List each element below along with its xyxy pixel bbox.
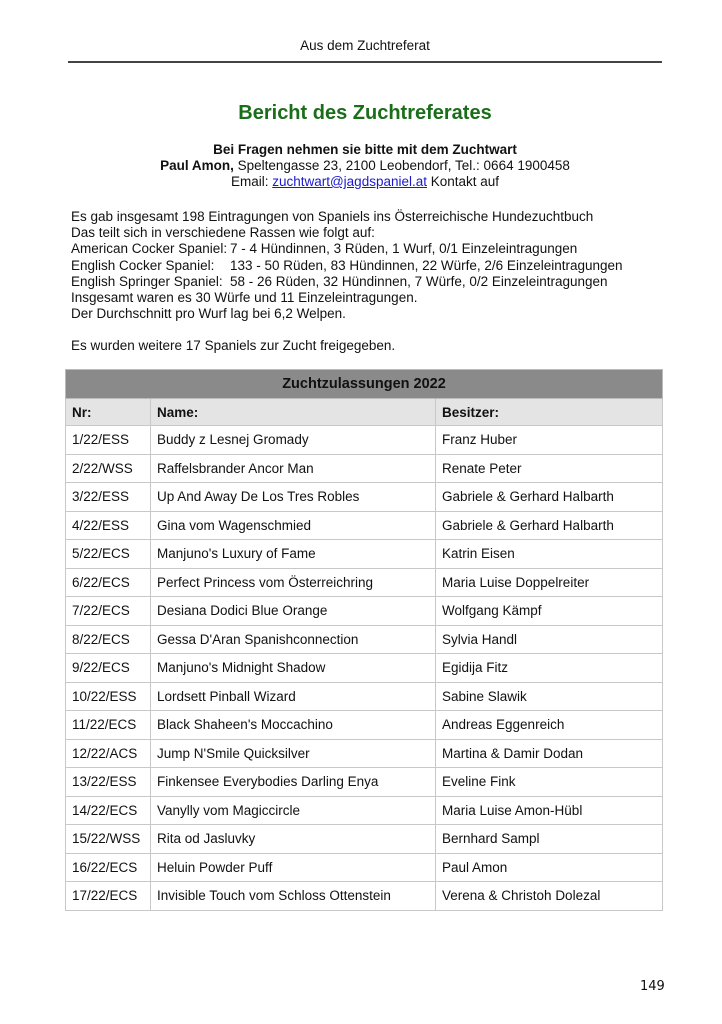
cell-nr: 6/22/ECS	[66, 568, 151, 597]
cell-nr: 4/22/ESS	[66, 511, 151, 540]
table-row	[66, 426, 663, 455]
table-row	[66, 540, 663, 569]
cell-owner: Bernhard Sampl	[436, 825, 663, 854]
cell-nr: 1/22/ESS	[66, 426, 151, 455]
cell-name: Rita od Jasluvky	[151, 825, 436, 854]
cell-nr: 16/22/ECS	[66, 853, 151, 882]
cell-owner: Paul Amon	[436, 853, 663, 882]
cell-nr: 17/22/ECS	[66, 882, 151, 911]
cell-name: Up And Away De Los Tres Robles	[151, 483, 436, 512]
cell-owner: Maria Luise Amon-Hübl	[436, 796, 663, 825]
cell-nr: 2/22/WSS	[66, 454, 151, 483]
contact-email-line	[68, 174, 662, 190]
cell-nr: 10/22/ESS	[66, 682, 151, 711]
contact-block	[68, 142, 662, 190]
cell-owner: Martina & Damir Dodan	[436, 739, 663, 768]
cell-name: Vanylly vom Magiccircle	[151, 796, 436, 825]
breed-value: 133 - 50 Rüden, 83 Hündinnen, 22 Würfe, 2/6 Einzeleintragungen	[230, 257, 623, 273]
table-caption: Zuchtzulassungen 2022	[66, 370, 663, 399]
table-row	[66, 597, 663, 626]
table-row	[66, 568, 663, 597]
cell-nr: 15/22/WSS	[66, 825, 151, 854]
cell-name: Perfect Princess vom Österreichring	[151, 568, 436, 597]
cell-name: Buddy z Lesnej Gromady	[151, 426, 436, 455]
cell-name: Finkensee Everybodies Darling Enya	[151, 768, 436, 797]
page-header: Aus dem Zuchtreferat	[300, 38, 430, 53]
cell-nr: 7/22/ECS	[66, 597, 151, 626]
cell-nr: 9/22/ECS	[66, 654, 151, 683]
cell-name: Heluin Powder Puff	[151, 853, 436, 882]
table-row	[66, 796, 663, 825]
contact-name: Paul Amon,	[160, 158, 234, 173]
contact-intro: Bei Fragen nehmen sie bitte mit dem Zuchtwart	[213, 142, 517, 157]
cell-owner: Renate Peter	[436, 454, 663, 483]
table-row	[66, 511, 663, 540]
table-row	[66, 882, 663, 911]
cell-owner: Gabriele & Gerhard Halbarth	[436, 511, 663, 540]
contact-address-line	[68, 158, 662, 174]
cell-name: Manjuno's Midnight Shadow	[151, 654, 436, 683]
page-number: 149	[640, 979, 665, 994]
header-divider	[68, 61, 662, 63]
table-header-row	[66, 399, 663, 426]
cell-nr: 8/22/ECS	[66, 625, 151, 654]
page-title: Bericht des Zuchtreferates	[238, 102, 492, 124]
cell-name: Lordsett Pinball Wizard	[151, 682, 436, 711]
total-line: Insgesamt waren es 30 Würfe und 11 Einzeleintragungen.	[71, 290, 418, 306]
table-row	[66, 825, 663, 854]
released-line: Es wurden weitere 17 Spaniels zur Zucht freigegeben.	[71, 338, 396, 354]
table-row	[66, 454, 663, 483]
table-row	[66, 625, 663, 654]
table-row	[66, 768, 663, 797]
breed-label: English Cocker Spaniel:	[71, 257, 215, 273]
intro-line-2: Das teilt sich in verschiedene Rassen wie folgt auf:	[71, 225, 375, 241]
cell-nr: 3/22/ESS	[66, 483, 151, 512]
cell-nr: 12/22/ACS	[66, 739, 151, 768]
cell-nr: 5/22/ECS	[66, 540, 151, 569]
cell-name: Black Shaheen's Moccachino	[151, 711, 436, 740]
cell-nr: 13/22/ESS	[66, 768, 151, 797]
header-owner: Besitzer:	[436, 399, 663, 426]
email-suffix: Kontakt auf	[427, 174, 500, 189]
cell-owner: Egidija Fitz	[436, 654, 663, 683]
cell-nr: 11/22/ECS	[66, 711, 151, 740]
intro-line-1: Es gab insgesamt 198 Eintragungen von Spaniels ins Österreichische Hundezuchtbuch	[71, 209, 594, 224]
table-row	[66, 853, 663, 882]
header-nr: Nr:	[66, 399, 151, 426]
cell-name: Jump N'Smile Quicksilver	[151, 739, 436, 768]
table-row	[66, 711, 663, 740]
table-row	[66, 654, 663, 683]
table-row	[66, 682, 663, 711]
cell-owner: Wolfgang Kämpf	[436, 597, 663, 626]
breed-label: English Springer Spaniel:	[71, 273, 223, 289]
contact-address: Speltengasse 23, 2100 Leobendorf, Tel.: 0664 1900458	[233, 158, 570, 173]
average-line: Der Durchschnitt pro Wurf lag bei 6,2 Welpen.	[71, 306, 346, 322]
cell-owner: Gabriele & Gerhard Halbarth	[436, 483, 663, 512]
header-name: Name:	[151, 399, 436, 426]
cell-owner: Franz Huber	[436, 426, 663, 455]
cell-name: Raffelsbrander Ancor Man	[151, 454, 436, 483]
cell-name: Manjuno's Luxury of Fame	[151, 540, 436, 569]
cell-nr: 14/22/ECS	[66, 796, 151, 825]
table-row	[66, 739, 663, 768]
breed-label: American Cocker Spaniel:	[71, 241, 228, 257]
table-row	[66, 483, 663, 512]
cell-owner: Andreas Eggenreich	[436, 711, 663, 740]
cell-owner: Maria Luise Doppelreiter	[436, 568, 663, 597]
breeding-approvals-table	[65, 369, 663, 911]
cell-owner: Verena & Christoh Dolezal	[436, 882, 663, 911]
cell-name: Invisible Touch vom Schloss Ottenstein	[151, 882, 436, 911]
cell-name: Gina vom Wagenschmied	[151, 511, 436, 540]
breed-value: 7 - 4 Hündinnen, 3 Rüden, 1 Wurf, 0/1 Einzeleintragungen	[230, 241, 578, 257]
email-label: Email:	[230, 174, 273, 189]
breed-value: 58 - 26 Rüden, 32 Hündinnen, 7 Würfe, 0/2 Einzeleintragungen	[230, 273, 608, 289]
report-body	[71, 209, 671, 355]
cell-owner: Katrin Eisen	[436, 540, 663, 569]
cell-owner: Eveline Fink	[436, 768, 663, 797]
cell-owner: Sylvia Handl	[436, 625, 663, 654]
breed-line	[71, 258, 671, 274]
breed-line	[71, 274, 671, 290]
cell-owner: Sabine Slawik	[436, 682, 663, 711]
cell-name: Desiana Dodici Blue Orange	[151, 597, 436, 626]
breed-line	[71, 241, 671, 257]
cell-name: Gessa D'Aran Spanishconnection	[151, 625, 436, 654]
email-link[interactable]: zuchtwart@jagdspaniel.at	[272, 174, 427, 189]
